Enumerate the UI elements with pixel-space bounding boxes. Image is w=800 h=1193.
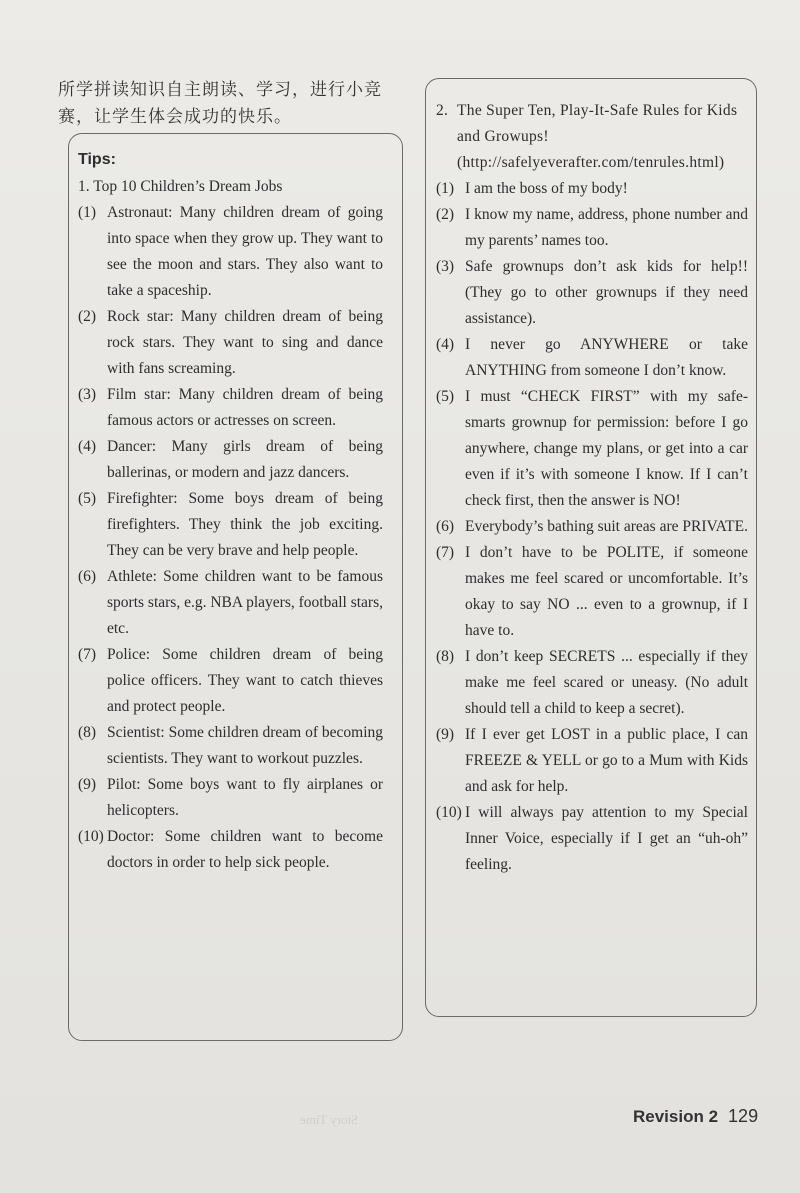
list-item xyxy=(78,824,383,876)
list-item xyxy=(78,772,383,824)
list-item xyxy=(436,254,748,332)
item-number: (10) xyxy=(78,828,104,845)
item-text: Pilot: Some boys want to fly airplanes or helicopters. xyxy=(107,776,383,819)
list-item xyxy=(78,564,383,642)
item-number: (2) xyxy=(78,308,97,325)
item-number: (6) xyxy=(436,518,455,535)
page-footer xyxy=(633,1106,758,1127)
item-number: (3) xyxy=(78,386,97,403)
intro-line-2: 赛，让学生体会成功的快乐。 xyxy=(58,107,292,126)
list-item xyxy=(78,304,383,382)
rules-title-text: The Super Ten, Play-It-Safe Rules for Kids and Growups! (http://safelyeverafter.com/tenrules.html) xyxy=(457,102,738,171)
item-number: (7) xyxy=(436,544,455,561)
item-text: If I ever get LOST in a public place, I can FREEZE & YELL or go to a Mum with Kids and ask for help. xyxy=(465,726,748,795)
item-text: Firefighter: Some boys dream of being firefighters. They think the job exciting. They can be very brave and help people. xyxy=(107,490,383,559)
page-number: 129 xyxy=(728,1106,759,1126)
item-number: (7) xyxy=(78,646,97,663)
revision-label: Revision 2 xyxy=(633,1107,719,1126)
dream-jobs-title: 1. Top 10 Children’s Dream Jobs xyxy=(78,178,283,195)
rules-content xyxy=(436,98,748,878)
list-item xyxy=(78,200,383,304)
dream-jobs-list xyxy=(78,200,383,876)
list-item xyxy=(436,514,748,540)
item-number: (3) xyxy=(436,258,455,275)
rules-title-number: 2. xyxy=(436,102,449,119)
list-item xyxy=(78,642,383,720)
list-item xyxy=(436,722,748,800)
item-number: (2) xyxy=(436,206,455,223)
list-item xyxy=(78,434,383,486)
item-text: I don’t have to be POLITE, if someone makes me feel scared or uncomfortable. It’s okay to say NO ... even to a grownup, if I have to. xyxy=(465,544,748,639)
list-item xyxy=(436,644,748,722)
list-item xyxy=(436,332,748,384)
list-item xyxy=(436,540,748,644)
intro-paragraph xyxy=(58,76,398,130)
item-number: (5) xyxy=(78,490,97,507)
item-number: (4) xyxy=(78,438,97,455)
list-item xyxy=(436,176,748,202)
item-text: Scientist: Some children dream of becoming scientists. They want to workout puzzles. xyxy=(107,724,383,767)
item-text: Doctor: Some children want to become doctors in order to help sick people. xyxy=(107,828,383,871)
item-number: (4) xyxy=(436,336,455,353)
item-text: Film star: Many children dream of being famous actors or actresses on screen. xyxy=(107,386,383,429)
item-number: (10) xyxy=(436,804,462,821)
rules-list xyxy=(436,176,748,878)
item-number: (9) xyxy=(78,776,97,793)
item-text: Rock star: Many children dream of being rock stars. They want to sing and dance with fans screaming. xyxy=(107,308,383,377)
list-item xyxy=(436,202,748,254)
item-text: Dancer: Many girls dream of being ballerinas, or modern and jazz dancers. xyxy=(107,438,383,481)
item-number: (8) xyxy=(78,724,97,741)
tips-content xyxy=(78,150,383,876)
item-text: Everybody’s bathing suit areas are PRIVATE. xyxy=(465,518,748,535)
item-number: (1) xyxy=(436,180,455,197)
item-number: (8) xyxy=(436,648,455,665)
rules-title xyxy=(436,98,748,176)
item-text: Athlete: Some children want to be famous sports stars, e.g. NBA players, football stars, etc. xyxy=(107,568,383,637)
item-text: Safe grownups don’t ask kids for help!! (They go to other grownups if they need assistance). xyxy=(465,258,748,327)
item-text: I must “CHECK FIRST” with my safe-smarts grownup for permission: before I go anywhere, change my plans, or get into a car even if it’s with someone I know. If I can’t check first, then the answer is NO! xyxy=(465,388,748,509)
item-text: Police: Some children dream of being police officers. They want to catch thieves and protect people. xyxy=(107,646,383,715)
item-number: (9) xyxy=(436,726,455,743)
list-item xyxy=(436,800,748,878)
item-text: Astronaut: Many children dream of going into space when they grow up. They want to see the moon and stars. They also want to take a spaceship. xyxy=(107,204,383,299)
item-text: I am the boss of my body! xyxy=(465,180,628,197)
item-number: (6) xyxy=(78,568,97,585)
item-text: I never go ANYWHERE or take ANYTHING from someone I don’t know. xyxy=(465,336,748,379)
list-item xyxy=(78,486,383,564)
tips-heading: Tips: xyxy=(78,151,116,168)
item-number: (5) xyxy=(436,388,455,405)
show-through-text: Story Time xyxy=(300,1112,359,1127)
intro-line-1: 所学拼读知识自主朗读、学习，进行小竞 xyxy=(58,80,382,99)
item-text: I will always pay attention to my Special Inner Voice, especially if I get an “uh-oh” feeling. xyxy=(465,804,748,873)
list-item xyxy=(78,382,383,434)
list-item xyxy=(78,720,383,772)
list-item xyxy=(436,384,748,514)
item-number: (1) xyxy=(78,204,97,221)
item-text: I don’t keep SECRETS ... especially if they make me feel scared or uneasy. (No adult should tell a child to keep a secret). xyxy=(465,648,748,717)
item-text: I know my name, address, phone number and my parents’ names too. xyxy=(465,206,748,249)
